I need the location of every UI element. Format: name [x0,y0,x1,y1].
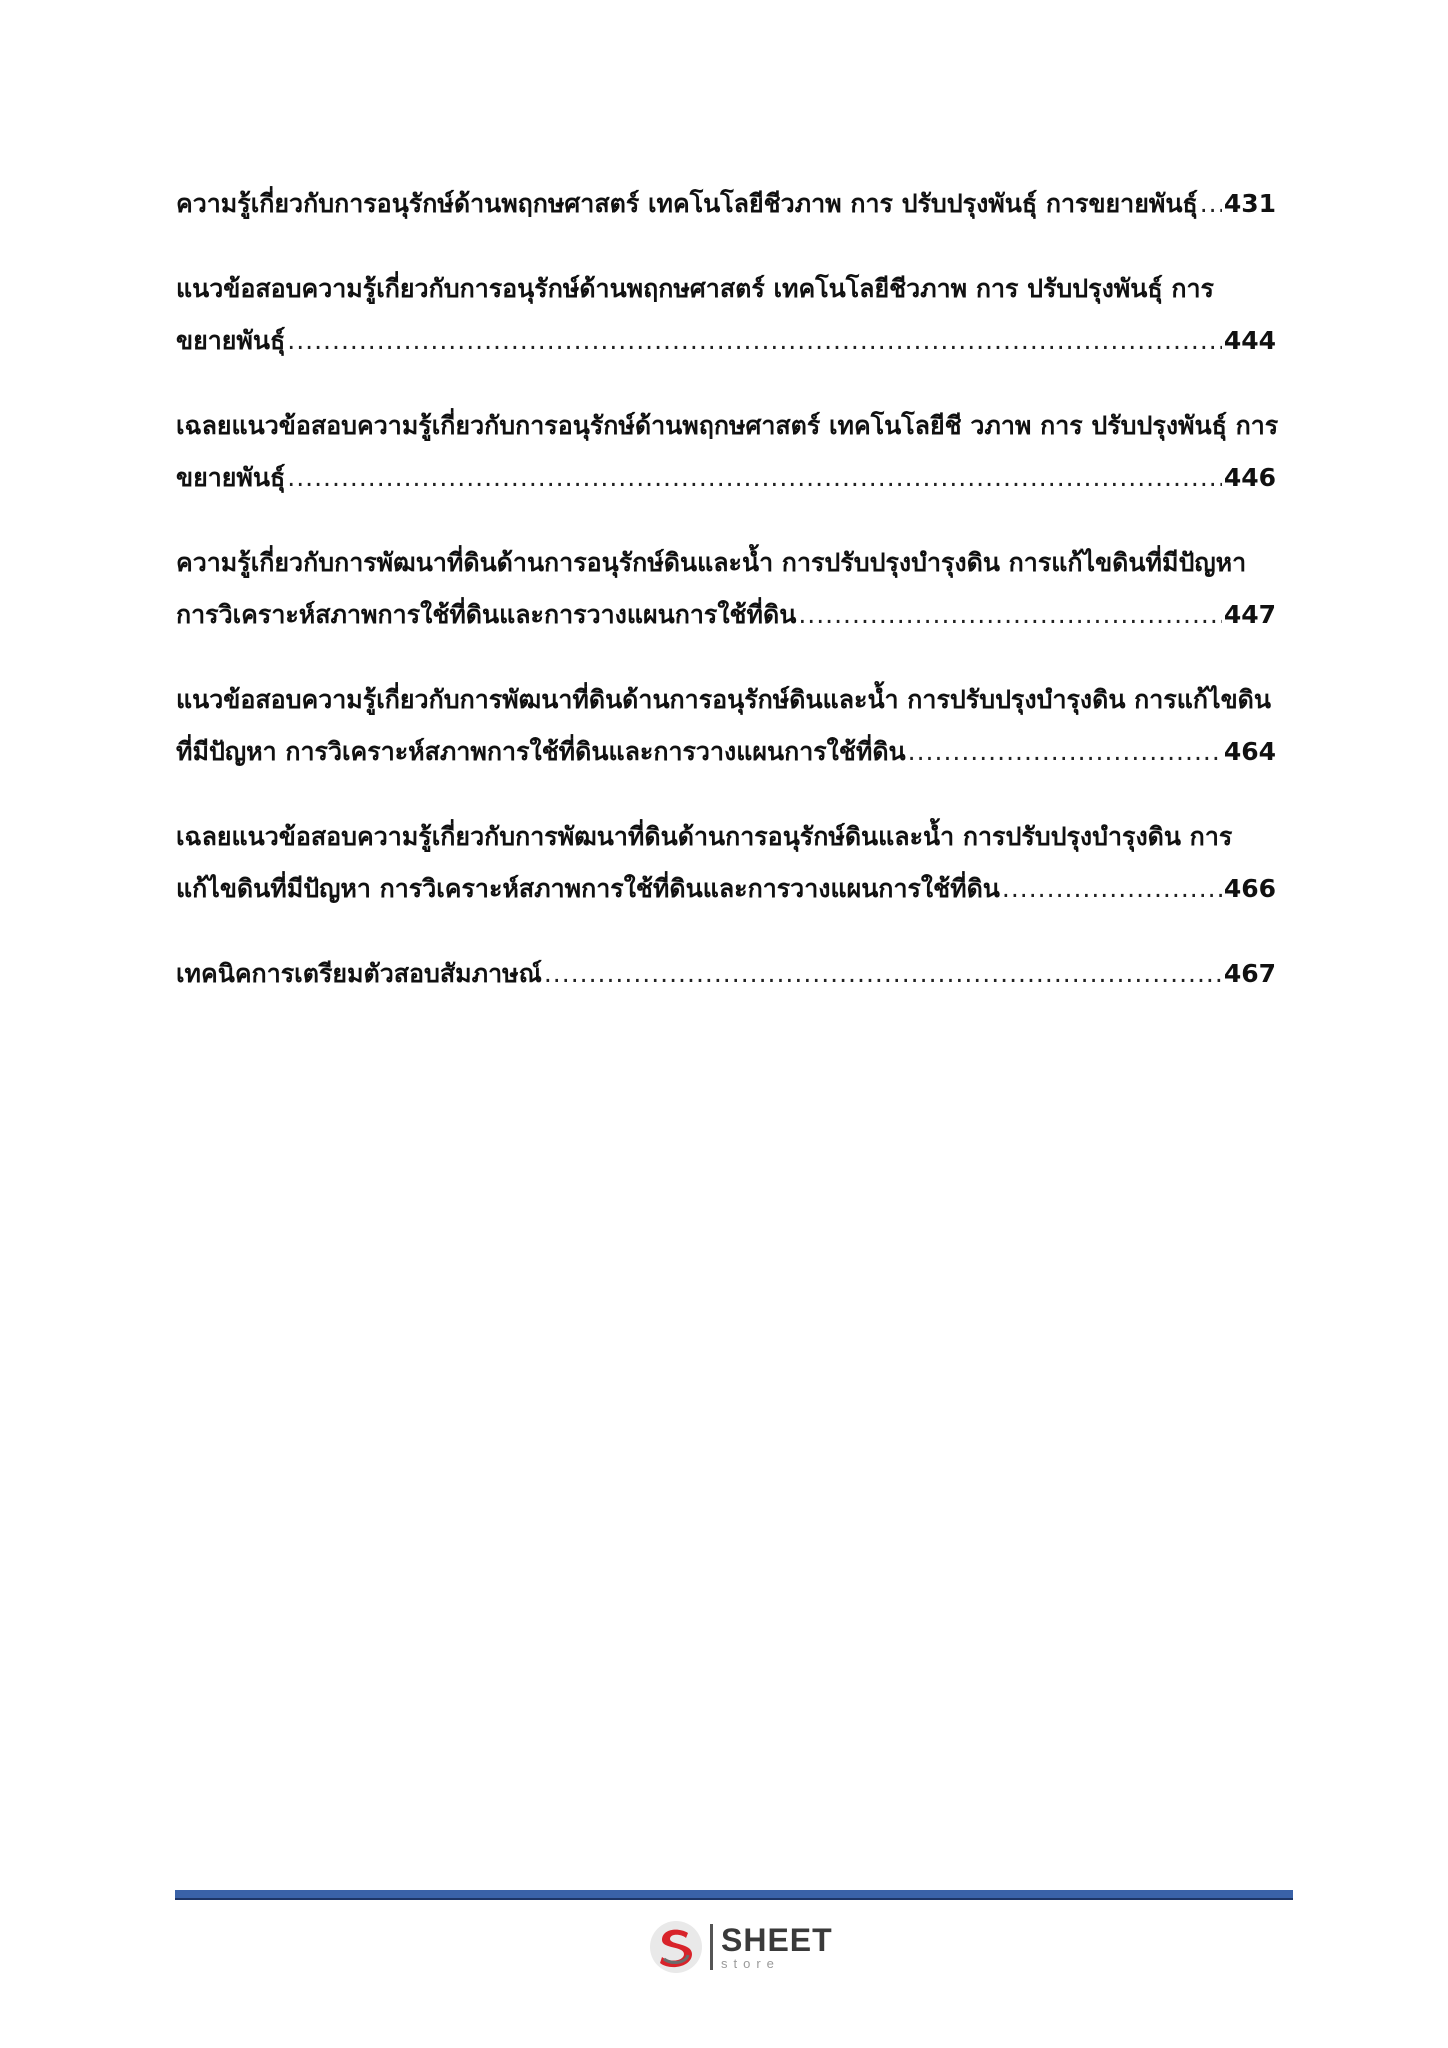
toc-entry-title: ขยายพันธุ์ [176,326,286,355]
toc-line [176,948,1276,1000]
logo-subtitle: store [721,1956,780,1971]
toc-entry-title: เฉลยแนวข้อสอบความรู้เกี่ยวกับการอนุรักษ์ด้านพฤกษศาสตร์ เทคโนโลยีชี วภาพ การ ปรับปรุงพันธุ์ การ [176,411,1279,440]
toc-dot-leader [287,315,1222,367]
toc-entry [176,948,1276,1000]
toc-line [176,178,1276,230]
toc-page-number: 464 [1223,737,1276,766]
toc-entry-title: ความรู้เกี่ยวกับการอนุรักษ์ด้านพฤกษศาสตร์ เทคโนโลยีชีวภาพ การ ปรับปรุงพันธุ์ การขยายพันธุ์ [176,189,1198,218]
toc-page-number: 447 [1223,600,1276,629]
toc-line [176,863,1276,915]
toc-entry-title: ขยายพันธุ์ [176,463,286,492]
footer-logo [648,1917,848,1977]
toc-entry-title: ที่มีปัญหา การวิเคราะห์สภาพการใช้ที่ดินและการวางแผนการใช้ที่ดิน [176,737,906,766]
toc-dot-leader [798,589,1222,641]
logo-separator [710,1924,713,1970]
toc-line [176,315,1276,367]
toc-entry [176,674,1276,778]
toc-dot-leader [544,948,1222,1000]
table-of-contents [176,178,1279,1033]
logo-wordmark [721,1924,833,1970]
toc-page-number: 446 [1223,463,1276,492]
toc-dot-leader [287,452,1222,504]
toc-entry-title: แนวข้อสอบความรู้เกี่ยวกับการพัฒนาที่ดินด้านการอนุรักษ์ดินและน้ำ การปรับปรุงบำรุงดิน การแก้ไขดิน [176,685,1271,714]
toc-entry-title: การวิเคราะห์สภาพการใช้ที่ดินและการวางแผนการใช้ที่ดิน [176,600,797,629]
toc-page-number: 444 [1223,326,1276,355]
toc-line [176,589,1276,641]
toc-entry [176,178,1276,230]
sheet-store-s-icon [648,1919,704,1975]
toc-entry [176,811,1276,915]
toc-page-number: 467 [1223,959,1276,988]
toc-entry-title: ความรู้เกี่ยวกับการพัฒนาที่ดินด้านการอนุรักษ์ดินและน้ำ การปรับปรุงบำรุงดิน การแก้ไขดินที่มีปัญหา [176,548,1247,577]
logo-name: SHEET [721,1922,833,1958]
footer-rule [175,1890,1293,1900]
toc-dot-leader [908,726,1222,778]
toc-dot-leader [1200,178,1222,230]
toc-page-number: 431 [1223,189,1276,218]
toc-entry-title: แนวข้อสอบความรู้เกี่ยวกับการอนุรักษ์ด้านพฤกษศาสตร์ เทคโนโลยีชีวภาพ การ ปรับปรุงพันธุ์ การ [176,274,1214,303]
toc-line [176,400,1279,452]
toc-line [176,811,1276,863]
toc-line [176,674,1276,726]
toc-entry [176,537,1276,641]
toc-line [176,263,1276,315]
toc-entry-title: แก้ไขดินที่มีปัญหา การวิเคราะห์สภาพการใช้ที่ดินและการวางแผนการใช้ที่ดิน [176,874,1000,903]
toc-line [176,452,1276,504]
toc-dot-leader [1002,863,1222,915]
toc-entry-title: เทคนิคการเตรียมตัวสอบสัมภาษณ์ [176,959,542,988]
toc-entry [176,400,1279,504]
toc-entry [176,263,1276,367]
toc-entry-title: เฉลยแนวข้อสอบความรู้เกี่ยวกับการพัฒนาที่ดินด้านการอนุรักษ์ดินและน้ำ การปรับปรุงบำรุงดิน การ [176,822,1233,851]
toc-line [176,726,1276,778]
toc-page-number: 466 [1223,874,1276,903]
toc-line [176,537,1276,589]
